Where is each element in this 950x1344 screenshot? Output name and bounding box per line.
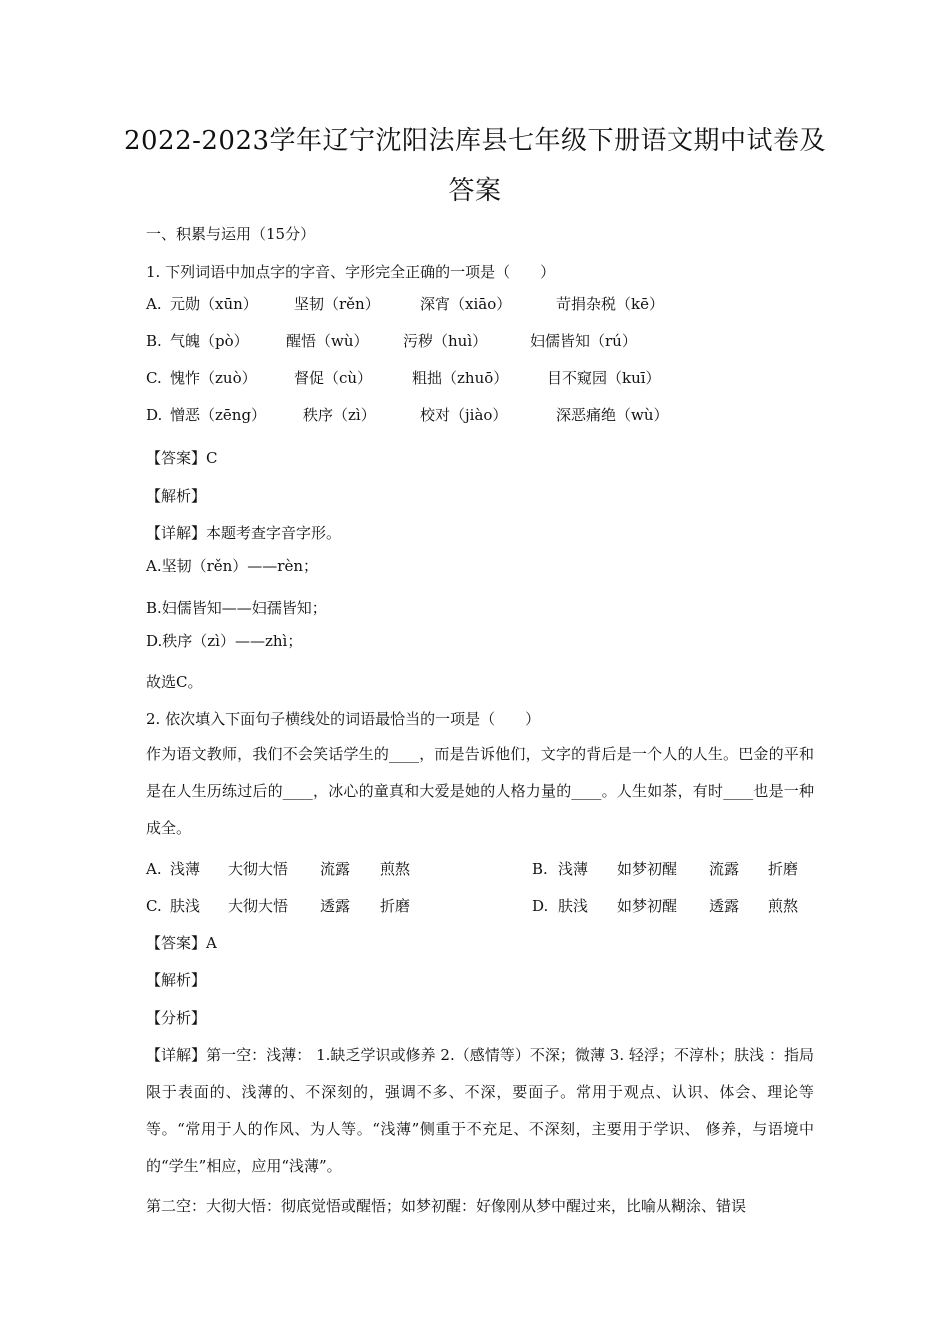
option-word: 粗拙（zhuō） [412,369,509,387]
option-word: 浅薄 [170,860,201,878]
option-word: 苛捐杂税（kē） [556,295,664,313]
option-word: 深宵（xiāo） [420,295,512,313]
option-word: 妇儒皆知（rú） [530,332,637,350]
option-word: 深恶痛绝（wù） [556,406,669,424]
option-word: 如梦初醒 [617,897,678,915]
option-word: 透露 [320,897,351,915]
q1-explanation-b: B.妇儒皆知——妇孺皆知； [146,599,327,617]
option-label: D. [532,897,549,915]
option-word: 愧怍（zuò） [170,369,257,387]
option-label: A. [146,860,162,878]
option-word: 气魄（pò） [170,332,249,350]
option-word: 大彻大悟 [228,860,289,878]
option-word: 坚韧（rěn） [294,295,380,313]
option-label: A. [146,295,162,313]
option-word: 元勋（xūn） [170,295,258,313]
option-word: 浅薄 [558,860,589,878]
q1-conclusion: 故选C。 [146,673,203,691]
q1-answer: 【答案】C [146,449,218,467]
q2-stem: 2. 依次填入下面句子横线处的词语最恰当的一项是（ ） [146,710,541,728]
option-label: C. [146,897,162,915]
q2-analysis-heading: 【解析】 [146,971,207,989]
option-word: 污秽（huì） [403,332,488,350]
option-word: 目不窥园（kuī） [547,369,661,387]
option-word: 督促（cù） [294,369,373,387]
option-word: 大彻大悟 [228,897,289,915]
q1-explanation-a: A.坚韧（rěn）——rèn； [146,557,319,575]
option-word: 肤浅 [558,897,589,915]
option-word: 流露 [709,860,740,878]
q1-analysis-heading: 【解析】 [146,487,207,505]
title-line-2: 答案 [448,176,502,206]
option-word: 煎熬 [380,860,411,878]
option-label: C. [146,369,162,387]
option-word: 煎熬 [768,897,799,915]
option-word: 流露 [320,860,351,878]
option-word: 如梦初醒 [617,860,678,878]
option-word: 憎恶（zēng） [170,406,267,424]
q2-fenxi-heading: 【分析】 [146,1009,207,1027]
q1-detail: 【详解】本题考查字音字形。 [146,524,342,542]
option-word: 校对（jiào） [420,406,508,424]
option-label: D. [146,406,163,424]
option-word: 醒悟（wù） [286,332,369,350]
q2-passage: 作为语文教师，我们不会笑话学生的____，而是告诉他们，文字的背后是一个人的人生。巴金的平和是在人生历练过后的____，冰心的童真和大爱是她的人格力量的____。人生如茶，有时____也是一种成全。 [146,745,814,837]
option-word: 肤浅 [170,897,201,915]
option-label: B. [146,332,162,350]
option-word: 折磨 [380,897,411,915]
title-line-1: 2022-2023学年辽宁沈阳法库县七年级下册语文期中试卷及 [123,126,827,156]
q2-second-blank: 第二空：大彻大悟：彻底觉悟或醒悟；如梦初醒：好像刚从梦中醒过来，比喻从糊涂、错误 [146,1197,747,1215]
option-word: 秩序（zì） [303,406,376,424]
q1-explanation-d: D.秩序（zì）——zhì； [146,632,303,650]
q2-answer: 【答案】A [146,934,217,952]
option-word: 透露 [709,897,740,915]
option-label: B. [532,860,548,878]
option-word: 折磨 [768,860,799,878]
section-heading: 一、积累与运用（15分） [146,225,316,243]
q2-detail: 【详解】第一空：浅薄： 1.缺乏学识或修养 2.（感情等）不深；微薄 3. 轻浮；不淳朴；肤浅 ：指局限于表面的、浅薄的、不深刻的，强调不多、不深，要面子。常用于观点、认识、体会、理论等等。“常用于人的作风、为人等。“浅薄”侧重于不充足、不深刻，主要用于学识、 修养，与语境中的“学生”相应，应用“浅薄”。 [146,1046,814,1175]
q1-stem: 1. 下列词语中加点字的字音、字形完全正确的一项是（ ） [146,263,556,281]
